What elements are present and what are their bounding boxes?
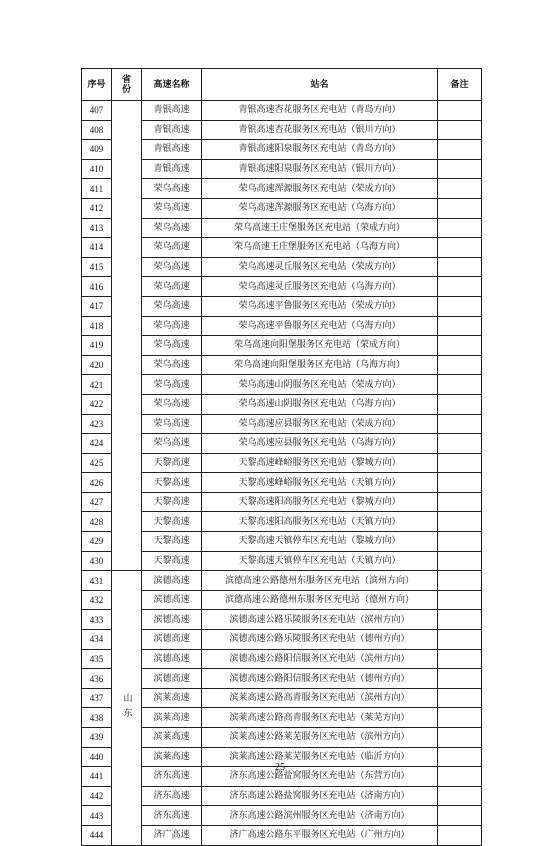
page-number: 25 [275, 762, 285, 773]
cell-serial-number: 442 [82, 786, 112, 806]
cell-serial-number: 421 [82, 375, 112, 395]
cell-remark [438, 610, 482, 630]
cell-station-name: 荣乌高速王庄堡服务区充电站（乌海方向） [202, 238, 438, 258]
cell-remark [438, 669, 482, 689]
cell-serial-number: 430 [82, 551, 112, 571]
cell-station-name: 荣乌高速山阴服务区充电站（荣成方向） [202, 375, 438, 395]
cell-highway-name: 济广高速 [142, 825, 202, 845]
cell-remark [438, 551, 482, 571]
cell-serial-number: 408 [82, 120, 112, 140]
cell-serial-number: 432 [82, 590, 112, 610]
cell-serial-number: 427 [82, 492, 112, 512]
header-station-name: 站名 [202, 69, 438, 101]
cell-highway-name: 济东高速 [142, 806, 202, 826]
cell-province-blank [112, 101, 142, 571]
cell-highway-name: 荣乌高速 [142, 336, 202, 356]
table-row [82, 786, 482, 806]
table-row [82, 649, 482, 669]
cell-highway-name: 滨德高速 [142, 571, 202, 591]
cell-serial-number: 436 [82, 669, 112, 689]
cell-highway-name: 荣乌高速 [142, 414, 202, 434]
cell-station-name: 荣乌高速浑源服务区充电站（乌海方向） [202, 198, 438, 218]
table-row [82, 316, 482, 336]
cell-station-name: 天黎高速天镇停车区充电站（黎城方向） [202, 532, 438, 552]
cell-station-name: 荣乌高速王庄堡服务区充电站（荣成方向） [202, 218, 438, 238]
cell-serial-number: 420 [82, 355, 112, 375]
cell-highway-name: 荣乌高速 [142, 296, 202, 316]
cell-highway-name: 滨德高速 [142, 630, 202, 650]
cell-station-name: 天黎高速阳高服务区充电站（黎城方向） [202, 492, 438, 512]
table-row [82, 806, 482, 826]
cell-serial-number: 417 [82, 296, 112, 316]
cell-highway-name: 青银高速 [142, 120, 202, 140]
table-row [82, 277, 482, 297]
cell-highway-name: 荣乌高速 [142, 257, 202, 277]
table-row [82, 434, 482, 454]
table-row [82, 120, 482, 140]
cell-station-name: 滨德高速公路德州东服务区充电站（德州方向） [202, 590, 438, 610]
cell-highway-name: 荣乌高速 [142, 434, 202, 454]
cell-remark [438, 688, 482, 708]
table-row [82, 159, 482, 179]
cell-serial-number: 443 [82, 806, 112, 826]
cell-serial-number: 409 [82, 140, 112, 160]
cell-highway-name: 荣乌高速 [142, 355, 202, 375]
cell-remark [438, 630, 482, 650]
cell-remark [438, 492, 482, 512]
cell-highway-name: 天黎高速 [142, 453, 202, 473]
cell-serial-number: 439 [82, 728, 112, 748]
cell-serial-number: 422 [82, 394, 112, 414]
cell-station-name: 滨莱高速公路高青服务区充电站（滨州方向） [202, 688, 438, 708]
cell-station-name: 滨德高速公路乐陵服务区充电站（滨州方向） [202, 610, 438, 630]
cell-serial-number: 426 [82, 473, 112, 493]
header-province-text: 省份 [121, 74, 131, 95]
cell-serial-number: 438 [82, 708, 112, 728]
table-row [82, 669, 482, 689]
table-row [82, 414, 482, 434]
table-row [82, 140, 482, 160]
cell-station-name: 滨莱高速公路高青服务区充电站（莱芜方向） [202, 708, 438, 728]
cell-highway-name: 天黎高速 [142, 492, 202, 512]
table-row [82, 532, 482, 552]
cell-station-name: 天黎高速峰峪服务区充电站（黎城方向） [202, 453, 438, 473]
table-header-row [82, 69, 482, 101]
cell-remark [438, 159, 482, 179]
cell-serial-number: 413 [82, 218, 112, 238]
cell-remark [438, 296, 482, 316]
table-body [82, 101, 482, 846]
cell-serial-number: 414 [82, 238, 112, 258]
cell-remark [438, 179, 482, 199]
table-row [82, 101, 482, 121]
cell-remark [438, 728, 482, 748]
cell-remark [438, 140, 482, 160]
cell-serial-number: 428 [82, 512, 112, 532]
cell-station-name: 荣乌高速平鲁服务区充电站（荣成方向） [202, 296, 438, 316]
cell-remark [438, 355, 482, 375]
cell-serial-number: 424 [82, 434, 112, 454]
cell-highway-name: 青银高速 [142, 159, 202, 179]
cell-highway-name: 荣乌高速 [142, 277, 202, 297]
table-row [82, 590, 482, 610]
charging-station-table [81, 68, 482, 846]
cell-station-name: 荣乌高速平鲁服务区充电站（乌海方向） [202, 316, 438, 336]
table-row [82, 708, 482, 728]
table-row [82, 630, 482, 650]
cell-serial-number: 434 [82, 630, 112, 650]
header-remark: 备注 [438, 69, 482, 101]
cell-station-name: 荣乌高速向阳堡服务区充电站（荣成方向） [202, 336, 438, 356]
cell-highway-name: 济东高速 [142, 767, 202, 787]
cell-serial-number: 444 [82, 825, 112, 845]
table-row [82, 571, 482, 591]
cell-serial-number: 418 [82, 316, 112, 336]
cell-highway-name: 滨德高速 [142, 610, 202, 630]
cell-remark [438, 590, 482, 610]
cell-highway-name: 滨莱高速 [142, 708, 202, 728]
cell-remark [438, 120, 482, 140]
table-row [82, 179, 482, 199]
table-row [82, 473, 482, 493]
cell-serial-number: 410 [82, 159, 112, 179]
table-row [82, 198, 482, 218]
cell-serial-number: 415 [82, 257, 112, 277]
header-serial-number: 序号 [82, 69, 112, 101]
cell-remark [438, 649, 482, 669]
cell-station-name: 滨德高速公路德州东服务区充电站（滨州方向） [202, 571, 438, 591]
table-row [82, 610, 482, 630]
table-row [82, 355, 482, 375]
cell-serial-number: 441 [82, 767, 112, 787]
cell-highway-name: 荣乌高速 [142, 198, 202, 218]
cell-province: 山东 [112, 571, 142, 845]
cell-highway-name: 荣乌高速 [142, 179, 202, 199]
cell-highway-name: 滨莱高速 [142, 728, 202, 748]
cell-station-name: 荣乌高速应县服务区充电站（乌海方向） [202, 434, 438, 454]
cell-station-name: 滨德高速公路阳信服务区充电站（德州方向） [202, 669, 438, 689]
table-row [82, 375, 482, 395]
table-row [82, 218, 482, 238]
cell-station-name: 青银高速杏花服务区充电站（青岛方向） [202, 101, 438, 121]
cell-remark [438, 101, 482, 121]
cell-serial-number: 419 [82, 336, 112, 356]
cell-highway-name: 滨德高速 [142, 590, 202, 610]
cell-remark [438, 434, 482, 454]
cell-remark [438, 316, 482, 336]
cell-station-name: 滨德高速公路阳信服务区充电站（滨州方向） [202, 649, 438, 669]
cell-highway-name: 荣乌高速 [142, 238, 202, 258]
cell-remark [438, 786, 482, 806]
cell-highway-name: 天黎高速 [142, 512, 202, 532]
cell-remark [438, 218, 482, 238]
table-row [82, 688, 482, 708]
cell-station-name: 天黎高速天镇停车区充电站（天镇方向） [202, 551, 438, 571]
cell-serial-number: 423 [82, 414, 112, 434]
cell-station-name: 荣乌高速灵丘服务区充电站（荣成方向） [202, 257, 438, 277]
cell-highway-name: 荣乌高速 [142, 394, 202, 414]
cell-remark [438, 198, 482, 218]
cell-serial-number: 425 [82, 453, 112, 473]
cell-highway-name: 青银高速 [142, 140, 202, 160]
table-row [82, 728, 482, 748]
cell-serial-number: 411 [82, 179, 112, 199]
table-row [82, 492, 482, 512]
table-row [82, 336, 482, 356]
cell-remark [438, 414, 482, 434]
cell-remark [438, 336, 482, 356]
cell-serial-number: 407 [82, 101, 112, 121]
cell-remark [438, 806, 482, 826]
cell-remark [438, 238, 482, 258]
cell-remark [438, 375, 482, 395]
cell-station-name: 滨莱高速公路莱芜服务区充电站（滨州方向） [202, 728, 438, 748]
table-row [82, 512, 482, 532]
cell-station-name: 荣乌高速灵丘服务区充电站（乌海方向） [202, 277, 438, 297]
cell-station-name: 济东高速公路盐窝服务区充电站（济南方向） [202, 786, 438, 806]
cell-highway-name: 荣乌高速 [142, 218, 202, 238]
cell-remark [438, 453, 482, 473]
cell-highway-name: 滨德高速 [142, 669, 202, 689]
cell-station-name: 济广高速公路东平服务区充电站（广州方向） [202, 825, 438, 845]
cell-station-name: 荣乌高速向阳堡服务区充电站（乌海方向） [202, 355, 438, 375]
cell-highway-name: 滨德高速 [142, 649, 202, 669]
cell-station-name: 济东高速公路滨州服务区充电站（济南方向） [202, 806, 438, 826]
cell-highway-name: 天黎高速 [142, 551, 202, 571]
cell-serial-number: 416 [82, 277, 112, 297]
cell-station-name: 荣乌高速应县服务区充电站（荣成方向） [202, 414, 438, 434]
table-row [82, 296, 482, 316]
cell-serial-number: 437 [82, 688, 112, 708]
table-row [82, 453, 482, 473]
table-row [82, 825, 482, 845]
cell-serial-number: 433 [82, 610, 112, 630]
cell-station-name: 天黎高速峰峪服务区充电站（天镇方向） [202, 473, 438, 493]
header-province [112, 69, 142, 101]
cell-station-name: 青银高速阳泉服务区充电站（银川方向） [202, 159, 438, 179]
cell-station-name: 青银高速阳泉服务区充电站（青岛方向） [202, 140, 438, 160]
cell-remark [438, 473, 482, 493]
cell-highway-name: 荣乌高速 [142, 316, 202, 336]
cell-serial-number: 429 [82, 532, 112, 552]
table-row [82, 551, 482, 571]
table-row [82, 257, 482, 277]
cell-station-name: 青银高速杏花服务区充电站（银川方向） [202, 120, 438, 140]
cell-remark [438, 512, 482, 532]
cell-station-name: 滨德高速公路乐陵服务区充电站（德州方向） [202, 630, 438, 650]
cell-remark [438, 708, 482, 728]
cell-remark [438, 532, 482, 552]
cell-remark [438, 571, 482, 591]
cell-remark [438, 394, 482, 414]
cell-serial-number: 435 [82, 649, 112, 669]
table-row [82, 394, 482, 414]
cell-serial-number: 412 [82, 198, 112, 218]
cell-station-name: 荣乌高速浑源服务区充电站（荣成方向） [202, 179, 438, 199]
table-row [82, 238, 482, 258]
cell-highway-name: 天黎高速 [142, 473, 202, 493]
cell-station-name: 天黎高速阳高服务区充电站（天镇方向） [202, 512, 438, 532]
cell-serial-number: 440 [82, 747, 112, 767]
cell-highway-name: 济东高速 [142, 786, 202, 806]
header-highway-name: 高速名称 [142, 69, 202, 101]
cell-highway-name: 滨莱高速 [142, 747, 202, 767]
cell-remark [438, 257, 482, 277]
cell-highway-name: 青银高速 [142, 101, 202, 121]
cell-highway-name: 滨莱高速 [142, 688, 202, 708]
cell-highway-name: 荣乌高速 [142, 375, 202, 395]
cell-serial-number: 431 [82, 571, 112, 591]
cell-station-name: 荣乌高速山阴服务区充电站（乌海方向） [202, 394, 438, 414]
cell-remark [438, 825, 482, 845]
cell-remark [438, 277, 482, 297]
cell-station-name: 滨莱高速公路莱芜服务区充电站（临沂方向） [202, 747, 438, 767]
cell-highway-name: 天黎高速 [142, 532, 202, 552]
cell-station-name: 济东高速公路盐窝服务区充电站（东营方向） [202, 767, 438, 787]
